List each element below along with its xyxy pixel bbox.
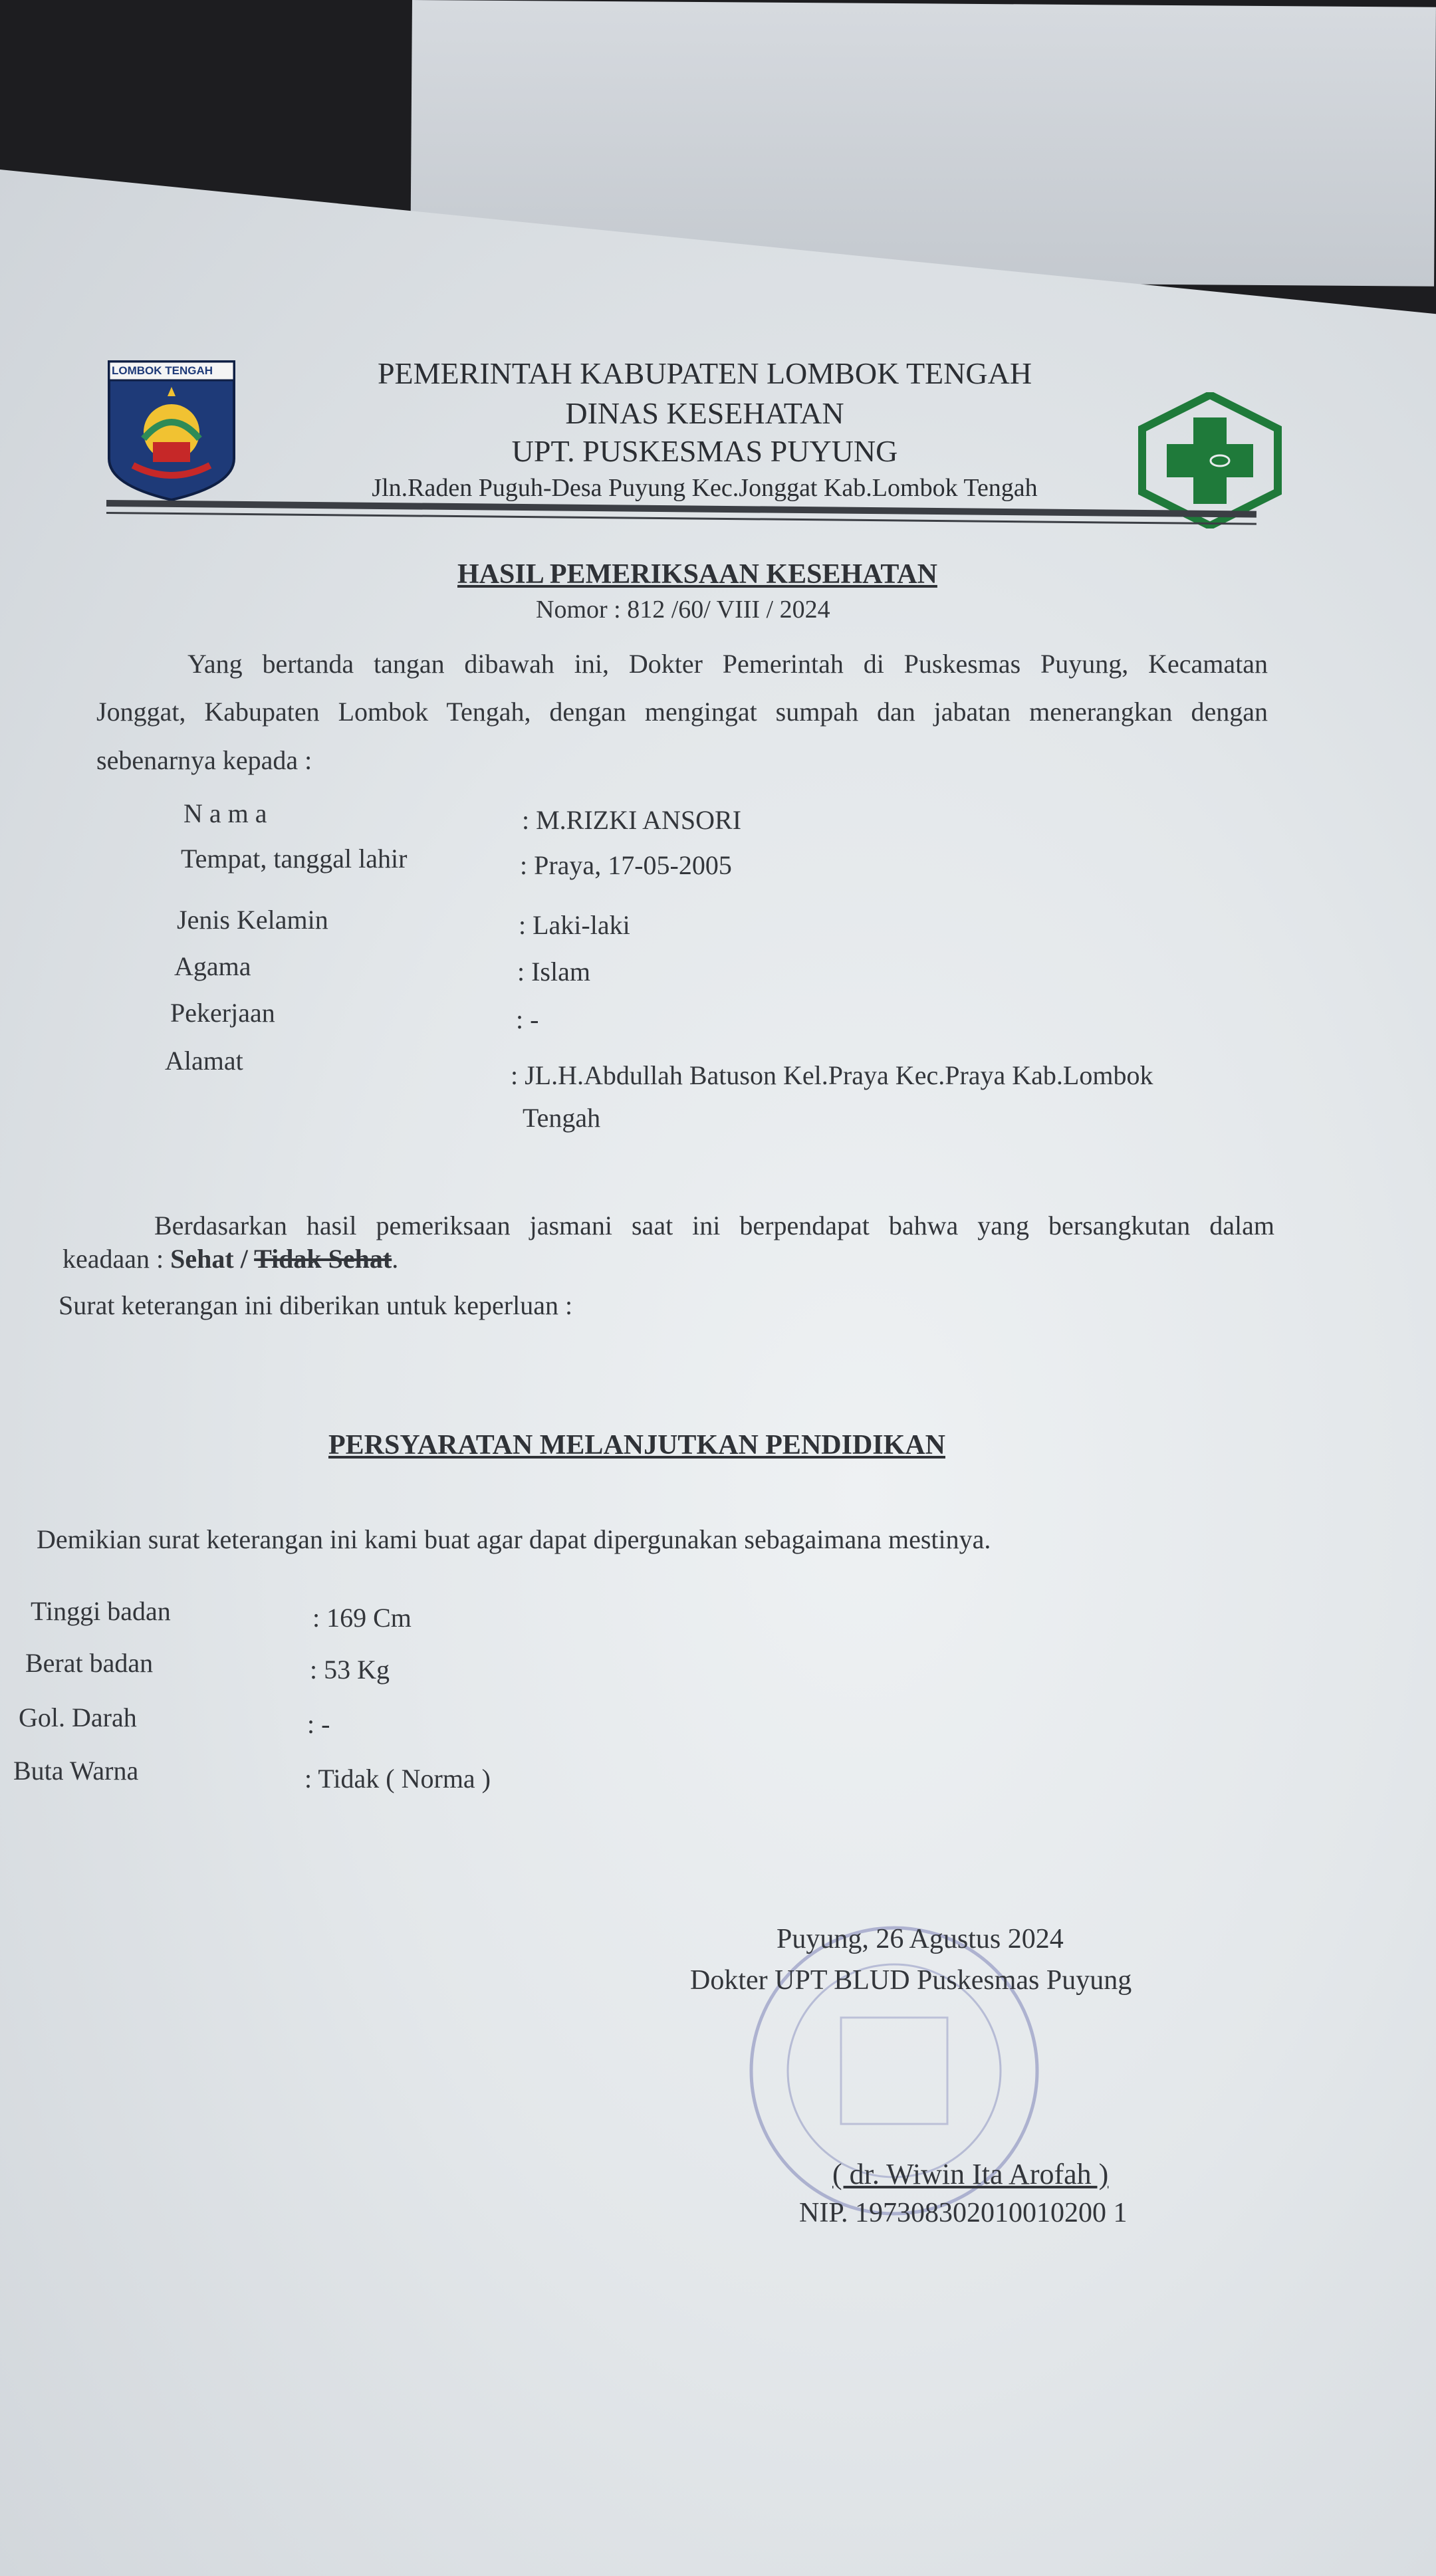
field-value-nama: : M.RIZKI ANSORI [522,805,742,835]
field-label-alamat: Alamat [165,1046,243,1076]
result-prefix: keadaan : [62,1244,171,1274]
purpose-line: Surat keterangan ini diberikan untuk keperluan : [59,1290,573,1320]
purpose-value: PERSYARATAN MELANJUTKAN PENDIDIKAN [328,1430,945,1461]
result-line-2 [62,1243,398,1274]
measure-value-gol-darah: : - [307,1709,330,1739]
measure-value-berat: : 53 Kg [310,1655,390,1685]
measure-value-buta-warna: : Tidak ( Norma ) [304,1764,491,1794]
result-tidak-sehat: Tidak Sehat [254,1244,392,1274]
intro-line-1: Yang bertanda tangan dibawah ini, Dokter Pemerintah di Puskesmas Puyung, Kecamatan [187,649,1268,679]
field-label-pekerjaan: Pekerjaan [170,998,275,1028]
field-label-ttl: Tempat, tanggal lahir [181,844,408,874]
result-suffix: . [392,1244,399,1274]
document-number: Nomor : 812 /60/ VIII / 2024 [536,596,830,624]
lombok-tengah-logo [106,359,237,502]
signature-nip: NIP. 197308302010010200 1 [799,2198,1128,2228]
signature-place-date: Puyung, 26 Agustus 2024 [777,1924,1064,1954]
field-value-alamat-cont: Tengah [523,1103,601,1133]
field-value-pekerjaan: : - [516,1004,539,1034]
document-title: HASIL PEMERIKSAAN KESEHATAN [457,559,937,590]
header-address: Jln.Raden Puguh-Desa Puyung Kec.Jonggat Kab.Lombok Tengah [372,474,1038,502]
signature-role: Dokter UPT BLUD Puskesmas Puyung [690,1965,1132,1996]
measure-label-berat: Berat badan [25,1648,154,1678]
field-value-alamat: : JL.H.Abdullah Batuson Kel.Praya Kec.Praya Kab.Lombok [511,1060,1153,1090]
result-line-1: Berdasarkan hasil pemeriksaan jasmani saat ini berpendapat bahwa yang bersangkutan dalam [154,1211,1274,1240]
intro-line-2: Jonggat, Kabupaten Lombok Tengah, dengan mengingat sumpah dan jabatan menerangkan dengan [96,697,1268,727]
measure-label-tinggi: Tinggi badan [31,1596,171,1626]
signature-name: ( dr. Wiwin Ita Arofah ) [832,2158,1109,2190]
field-label-jenis-kelamin: Jenis Kelamin [177,905,328,935]
field-value-agama: : Islam [517,957,590,987]
header-line-2: DINAS KESEHATAN [565,396,844,430]
puskesmas-logo [1137,392,1283,528]
header-line-3: UPT. PUSKESMAS PUYUNG [511,434,898,468]
field-value-jenis-kelamin: : Laki-laki [519,910,630,940]
closing-statement: Demikian surat keterangan ini kami buat agar dapat dipergunakan sebagaimana mestinya. [37,1524,991,1554]
logo-left-label: LOMBOK TENGAH [112,364,213,377]
field-value-ttl: : Praya, 17-05-2005 [520,850,732,880]
measure-value-tinggi: : 169 Cm [312,1603,412,1633]
result-sehat: Sehat / [170,1244,255,1274]
measure-label-buta-warna: Buta Warna [13,1756,139,1786]
field-label-nama: N a m a [183,798,267,828]
measure-label-gol-darah: Gol. Darah [19,1702,137,1732]
intro-line-3: sebenarnya kepada : [96,745,312,775]
field-label-agama: Agama [174,951,251,981]
document-sheet [0,170,1436,2576]
header-line-1: PEMERINTAH KABUPATEN LOMBOK TENGAH [377,356,1032,390]
